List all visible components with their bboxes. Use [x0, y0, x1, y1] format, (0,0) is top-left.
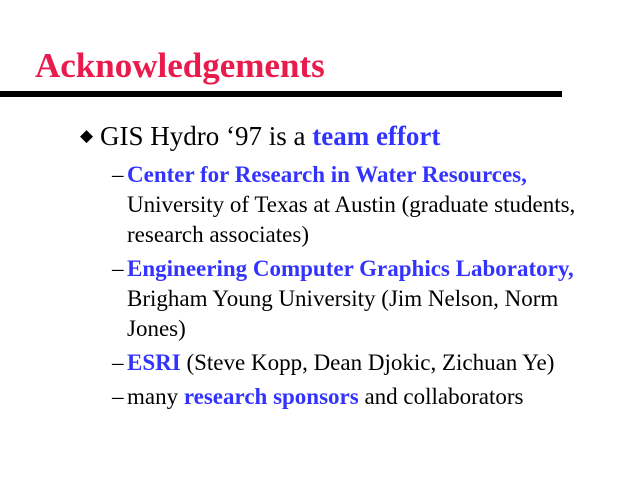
- slide-body: [80, 121, 612, 412]
- title-underline: [0, 91, 562, 97]
- sub-bullet-item: [112, 382, 612, 412]
- slide-title: Acknowledgements: [35, 46, 325, 85]
- sub-bullet-highlight: Center for Research in Water Resources,: [127, 162, 527, 187]
- sub-bullet-highlight: research sponsors: [183, 384, 359, 409]
- sub-bullet-segment: (Steve Kopp, Dean Djokic, Zichuan Ye): [180, 350, 555, 375]
- sub-bullet-segment: Brigham Young University (Jim Nelson, Norm Jones): [127, 286, 559, 341]
- sub-bullet-text: [127, 160, 612, 250]
- sub-bullet-highlight: Engineering Computer Graphics Laboratory,: [127, 256, 574, 281]
- bullet-item: [80, 121, 612, 151]
- sub-bullet-highlight: ESRI: [127, 350, 181, 375]
- dash-marker: –: [112, 162, 124, 187]
- bullet-text-highlight: team effort: [312, 121, 441, 151]
- dash-marker: –: [112, 384, 124, 409]
- sub-bullet-item: [112, 160, 612, 250]
- sub-bullet-item: [112, 348, 612, 378]
- diamond-bullet-icon: ◆: [80, 126, 94, 145]
- bullet-text: [100, 121, 612, 151]
- sub-bullet-item: [112, 254, 612, 344]
- sub-bullet-segment: and collaborators: [358, 384, 524, 409]
- sub-bullet-text: [127, 254, 612, 344]
- sub-bullet-text: [127, 382, 612, 412]
- sub-bullet-list: [80, 160, 612, 412]
- dash-marker: –: [112, 350, 124, 375]
- dash-marker: –: [112, 256, 124, 281]
- sub-bullet-segment: University of Texas at Austin (graduate students, research associates): [127, 192, 576, 247]
- sub-bullet-segment: many: [127, 384, 184, 409]
- sub-bullet-text: [127, 348, 612, 378]
- bullet-text-segment: GIS Hydro ‘97 is a: [100, 121, 313, 151]
